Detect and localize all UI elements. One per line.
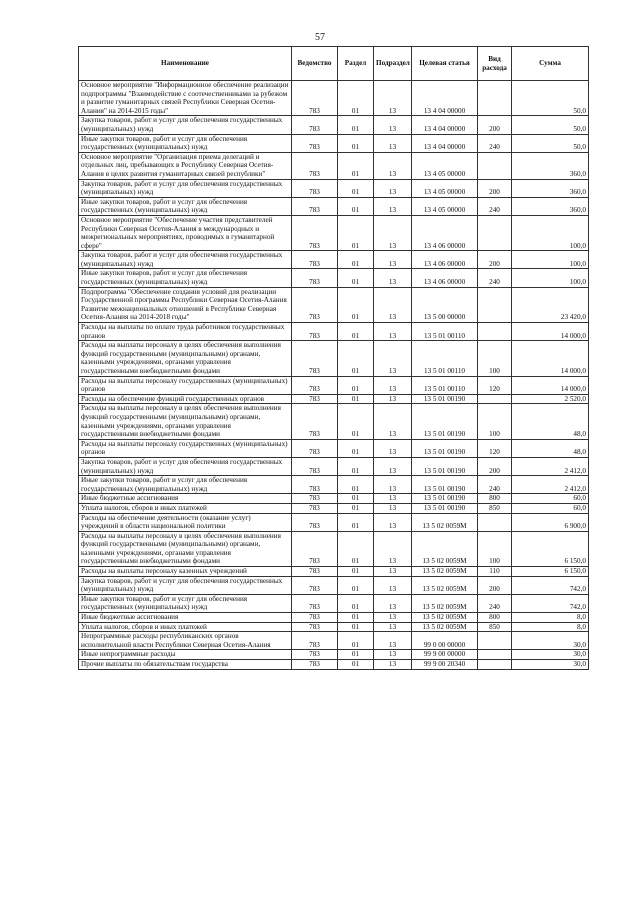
cell-name: Расходы на обеспечение деятельности (оказание услуг) учреждений в области национальной политики [79, 513, 292, 531]
cell-sum: 30,0 [512, 650, 589, 660]
cell-section: 01 [338, 251, 374, 269]
cell-subsection: 13 [374, 251, 412, 269]
cell-subsection: 13 [374, 567, 412, 577]
cell-sum: 60,0 [512, 503, 589, 513]
cell-subsection: 13 [374, 215, 412, 250]
cell-target: 13 5 02 0059M [412, 576, 478, 594]
table-row [79, 594, 589, 612]
cell-subsection: 13 [374, 179, 412, 197]
cell-section: 01 [338, 341, 374, 376]
table-row [79, 341, 589, 376]
table-row [79, 215, 589, 250]
cell-name: Иные закупки товаров, работ и услуг для обеспечения государственных (муниципальных) нужд [79, 476, 292, 494]
table-row [79, 116, 589, 134]
cell-dept: 783 [292, 152, 338, 179]
cell-sum: 6 150,0 [512, 567, 589, 577]
cell-name: Расходы на выплаты персоналу государственных (муниципальных) органов [79, 439, 292, 457]
cell-target: 13 4 04 00000 [412, 81, 478, 116]
cell-subsection: 13 [374, 660, 412, 670]
cell-dept: 783 [292, 622, 338, 632]
cell-sum: 50,0 [512, 116, 589, 134]
table-row [79, 251, 589, 269]
cell-target: 13 4 06 00000 [412, 269, 478, 287]
cell-name: Закупка товаров, работ и услуг для обеспечения государственных (муниципальных) нужд [79, 251, 292, 269]
cell-section: 01 [338, 494, 374, 504]
budget-table [78, 46, 589, 670]
cell-sum: 14 000,0 [512, 323, 589, 341]
cell-name: Иные закупки товаров, работ и услуг для обеспечения государственных (муниципальных) нужд [79, 134, 292, 152]
cell-name: Расходы на выплаты персоналу в целях обеспечения выполнения функций государственными (муниципальными) органами, казенными учреждениями, органами управления государственными внебюджетными фондами [79, 341, 292, 376]
cell-target: 13 5 01 00110 [412, 323, 478, 341]
cell-exp-type [478, 660, 512, 670]
cell-section: 01 [338, 269, 374, 287]
cell-target: 13 5 01 00190 [412, 476, 478, 494]
cell-section: 01 [338, 476, 374, 494]
cell-exp-type: 100 [478, 341, 512, 376]
cell-dept: 783 [292, 476, 338, 494]
table-row [79, 531, 589, 566]
cell-section: 01 [338, 513, 374, 531]
table-body [79, 81, 589, 670]
cell-dept: 783 [292, 197, 338, 215]
cell-section: 01 [338, 650, 374, 660]
cell-dept: 783 [292, 457, 338, 475]
cell-name: Уплата налогов, сборов и иных платежей [79, 503, 292, 513]
header-dept: Ведомство [292, 47, 338, 81]
cell-name: Иные бюджетные ассигнования [79, 494, 292, 504]
cell-dept: 783 [292, 439, 338, 457]
cell-section: 01 [338, 576, 374, 594]
cell-section: 01 [338, 567, 374, 577]
cell-dept: 783 [292, 503, 338, 513]
cell-dept: 783 [292, 116, 338, 134]
table-row [79, 513, 589, 531]
cell-target: 13 5 01 00190 [412, 404, 478, 439]
table-row [79, 376, 589, 394]
cell-dept: 783 [292, 179, 338, 197]
cell-sum: 48,0 [512, 404, 589, 439]
cell-sum: 360,0 [512, 197, 589, 215]
cell-name: Основное мероприятие "Информационное обеспечение реализации подпрограммы "Взаимодействие с соотечественниками за рубежом и развитие гуманитарных связей Республики Северная Осетия-Алания" на 2014-2015 годы" [79, 81, 292, 116]
cell-exp-type: 800 [478, 613, 512, 623]
cell-dept: 783 [292, 269, 338, 287]
cell-target: 99 9 00 00000 [412, 650, 478, 660]
cell-subsection: 13 [374, 650, 412, 660]
cell-target: 13 4 06 00000 [412, 251, 478, 269]
cell-exp-type [478, 632, 512, 650]
cell-exp-type: 240 [478, 594, 512, 612]
cell-sum: 100,0 [512, 215, 589, 250]
cell-subsection: 13 [374, 152, 412, 179]
cell-dept: 783 [292, 594, 338, 612]
header-name: Наименование [79, 47, 292, 81]
cell-exp-type: 200 [478, 457, 512, 475]
table-row [79, 152, 589, 179]
cell-exp-type: 240 [478, 134, 512, 152]
cell-section: 01 [338, 594, 374, 612]
table-row [79, 404, 589, 439]
cell-exp-type: 850 [478, 503, 512, 513]
cell-target: 13 5 02 0059M [412, 622, 478, 632]
cell-target: 13 5 02 0059M [412, 594, 478, 612]
header-sum: Сумма [512, 47, 589, 81]
cell-subsection: 13 [374, 81, 412, 116]
cell-name: Иные закупки товаров, работ и услуг для обеспечения государственных (муниципальных) нужд [79, 594, 292, 612]
cell-name: Уплата налогов, сборов и иных платежей [79, 622, 292, 632]
cell-exp-type [478, 394, 512, 404]
cell-sum: 742,0 [512, 576, 589, 594]
cell-exp-type: 240 [478, 476, 512, 494]
cell-subsection: 13 [374, 531, 412, 566]
page-number: 57 [315, 32, 325, 43]
cell-name: Основное мероприятие "Обеспечение участия представителей Республики Северная Осетия-Алания в международных и межрегиональных мероприятиях, проводимых в гуманитарной сфере" [79, 215, 292, 250]
cell-dept: 783 [292, 376, 338, 394]
cell-sum: 8,0 [512, 622, 589, 632]
cell-target: 13 5 00 00000 [412, 287, 478, 322]
cell-exp-type: 100 [478, 404, 512, 439]
header-target: Целевая статья [412, 47, 478, 81]
cell-subsection: 13 [374, 439, 412, 457]
cell-name: Расходы на выплаты персоналу казенных учреждений [79, 567, 292, 577]
cell-section: 01 [338, 503, 374, 513]
cell-section: 01 [338, 622, 374, 632]
cell-name: Основное мероприятие "Организация приема делегаций и отдельных лиц, пребывающих в Республику Северная Осетия-Алания в целях развития гуманитарных связей республики" [79, 152, 292, 179]
table-row [79, 179, 589, 197]
cell-sum: 2 412,0 [512, 457, 589, 475]
table-row [79, 394, 589, 404]
cell-sum: 100,0 [512, 269, 589, 287]
cell-subsection: 13 [374, 287, 412, 322]
cell-name: Иные закупки товаров, работ и услуг для обеспечения государственных (муниципальных) нужд [79, 269, 292, 287]
cell-subsection: 13 [374, 632, 412, 650]
cell-subsection: 13 [374, 404, 412, 439]
cell-section: 01 [338, 394, 374, 404]
cell-target: 13 5 01 00190 [412, 457, 478, 475]
cell-name: Расходы на выплаты персоналу в целях обеспечения выполнения функций государственными (муниципальными) органами, казенными учреждениями, органами управления государственными внебюджетными фондами [79, 531, 292, 566]
cell-dept: 783 [292, 660, 338, 670]
table-row [79, 134, 589, 152]
cell-target: 13 4 06 00000 [412, 215, 478, 250]
cell-dept: 783 [292, 394, 338, 404]
cell-sum: 6 900,0 [512, 513, 589, 531]
cell-dept: 783 [292, 531, 338, 566]
table-row [79, 503, 589, 513]
table-row [79, 81, 589, 116]
cell-dept: 783 [292, 215, 338, 250]
cell-sum: 14 000,0 [512, 376, 589, 394]
cell-subsection: 13 [374, 622, 412, 632]
cell-dept: 783 [292, 323, 338, 341]
cell-subsection: 13 [374, 269, 412, 287]
cell-section: 01 [338, 457, 374, 475]
cell-subsection: 13 [374, 197, 412, 215]
cell-section: 01 [338, 81, 374, 116]
cell-subsection: 13 [374, 503, 412, 513]
cell-target: 99 9 00 20340 [412, 660, 478, 670]
cell-sum: 50,0 [512, 134, 589, 152]
cell-sum: 30,0 [512, 632, 589, 650]
cell-section: 01 [338, 376, 374, 394]
header-subsection: Подраздел [374, 47, 412, 81]
table-row [79, 287, 589, 322]
table-row [79, 457, 589, 475]
cell-sum: 23 420,0 [512, 287, 589, 322]
cell-target: 13 5 01 00110 [412, 341, 478, 376]
cell-target: 13 4 05 00000 [412, 197, 478, 215]
cell-subsection: 13 [374, 613, 412, 623]
cell-target: 13 4 05 00000 [412, 152, 478, 179]
cell-dept: 783 [292, 287, 338, 322]
cell-name: Расходы на выплаты по оплате труда работников государственных органов [79, 323, 292, 341]
cell-name: Расходы на выплаты персоналу государственных (муниципальных) органов [79, 376, 292, 394]
cell-name: Иные бюджетные ассигнования [79, 613, 292, 623]
cell-section: 01 [338, 116, 374, 134]
cell-section: 01 [338, 152, 374, 179]
cell-dept: 783 [292, 576, 338, 594]
cell-section: 01 [338, 287, 374, 322]
cell-subsection: 13 [374, 323, 412, 341]
cell-subsection: 13 [374, 376, 412, 394]
cell-exp-type [478, 81, 512, 116]
cell-exp-type: 120 [478, 376, 512, 394]
header-exp-type: Вид расхода [478, 47, 512, 81]
cell-exp-type: 100 [478, 531, 512, 566]
table-row [79, 632, 589, 650]
cell-sum: 100,0 [512, 251, 589, 269]
cell-name: Иные непрограммные расходы [79, 650, 292, 660]
cell-dept: 783 [292, 251, 338, 269]
cell-dept: 783 [292, 513, 338, 531]
cell-section: 01 [338, 632, 374, 650]
cell-sum: 30,0 [512, 660, 589, 670]
cell-dept: 783 [292, 134, 338, 152]
header-section: Раздел [338, 47, 374, 81]
cell-name: Закупка товаров, работ и услуг для обеспечения государственных (муниципальных) нужд [79, 116, 292, 134]
cell-subsection: 13 [374, 476, 412, 494]
cell-exp-type: 200 [478, 576, 512, 594]
table-row [79, 197, 589, 215]
table-row [79, 576, 589, 594]
cell-sum: 50,0 [512, 81, 589, 116]
cell-dept: 783 [292, 650, 338, 660]
cell-section: 01 [338, 215, 374, 250]
table-row [79, 613, 589, 623]
cell-sum: 48,0 [512, 439, 589, 457]
cell-name: Подпрограмма "Обеспечение создания условий для реализации Государственной программы Республики Северная Осетия-Алания Развитие межнациональных отношений в Республике Северная Осетия-Алания на 2014-2018 годы" [79, 287, 292, 322]
cell-dept: 783 [292, 494, 338, 504]
cell-name: Расходы на выплаты персоналу в целях обеспечения выполнения функций государственными (муниципальными) органами, казенными учреждениями, органами управления государственными внебюджетными фондами [79, 404, 292, 439]
cell-dept: 783 [292, 567, 338, 577]
cell-exp-type: 200 [478, 179, 512, 197]
cell-dept: 783 [292, 81, 338, 116]
cell-sum: 360,0 [512, 179, 589, 197]
header-row [79, 47, 589, 81]
table-row [79, 269, 589, 287]
cell-target: 13 5 01 00190 [412, 494, 478, 504]
cell-exp-type: 800 [478, 494, 512, 504]
cell-subsection: 13 [374, 576, 412, 594]
cell-section: 01 [338, 404, 374, 439]
cell-target: 13 5 02 0059M [412, 531, 478, 566]
cell-target: 13 4 05 00000 [412, 179, 478, 197]
cell-exp-type: 850 [478, 622, 512, 632]
cell-section: 01 [338, 323, 374, 341]
cell-target: 13 5 01 00110 [412, 376, 478, 394]
cell-section: 01 [338, 179, 374, 197]
cell-name: Прочие выплаты по обязательствам государства [79, 660, 292, 670]
cell-subsection: 13 [374, 457, 412, 475]
cell-name: Закупка товаров, работ и услуг для обеспечения государственных (муниципальных) нужд [79, 457, 292, 475]
table-row [79, 650, 589, 660]
cell-sum: 8,0 [512, 613, 589, 623]
table-row [79, 476, 589, 494]
cell-name: Иные закупки товаров, работ и услуг для обеспечения государственных (муниципальных) нужд [79, 197, 292, 215]
cell-exp-type [478, 650, 512, 660]
cell-section: 01 [338, 531, 374, 566]
cell-sum: 2 412,0 [512, 476, 589, 494]
cell-subsection: 13 [374, 494, 412, 504]
cell-target: 13 4 04 00000 [412, 134, 478, 152]
cell-exp-type [478, 152, 512, 179]
cell-target: 13 4 04 00000 [412, 116, 478, 134]
table-row [79, 567, 589, 577]
cell-name: Непрограммные расходы республиканских органов исполнительной власти Республики Северная Осетия-Алания [79, 632, 292, 650]
cell-target: 13 5 01 00190 [412, 439, 478, 457]
cell-subsection: 13 [374, 116, 412, 134]
cell-name: Расходы на обеспечение функций государственных органов [79, 394, 292, 404]
cell-exp-type: 110 [478, 567, 512, 577]
cell-section: 01 [338, 197, 374, 215]
cell-dept: 783 [292, 632, 338, 650]
cell-exp-type: 240 [478, 269, 512, 287]
cell-exp-type: 240 [478, 197, 512, 215]
table-row [79, 494, 589, 504]
cell-section: 01 [338, 613, 374, 623]
cell-target: 99 0 00 00000 [412, 632, 478, 650]
cell-exp-type: 200 [478, 116, 512, 134]
cell-exp-type [478, 215, 512, 250]
cell-subsection: 13 [374, 513, 412, 531]
table-row [79, 323, 589, 341]
cell-subsection: 13 [374, 394, 412, 404]
cell-target: 13 5 02 0059M [412, 613, 478, 623]
cell-section: 01 [338, 439, 374, 457]
cell-exp-type: 120 [478, 439, 512, 457]
cell-exp-type [478, 513, 512, 531]
cell-exp-type [478, 287, 512, 322]
cell-name: Закупка товаров, работ и услуг для обеспечения государственных (муниципальных) нужд [79, 179, 292, 197]
cell-target: 13 5 01 00190 [412, 394, 478, 404]
cell-target: 13 5 02 0059M [412, 567, 478, 577]
cell-dept: 783 [292, 613, 338, 623]
table-row [79, 660, 589, 670]
table-row [79, 439, 589, 457]
cell-dept: 783 [292, 341, 338, 376]
cell-sum: 14 000,0 [512, 341, 589, 376]
cell-sum: 742,0 [512, 594, 589, 612]
cell-sum: 2 520,0 [512, 394, 589, 404]
cell-target: 13 5 01 00190 [412, 503, 478, 513]
cell-sum: 360,0 [512, 152, 589, 179]
cell-name: Закупка товаров, работ и услуг для обеспечения государственных (муниципальных) нужд [79, 576, 292, 594]
cell-exp-type [478, 323, 512, 341]
cell-subsection: 13 [374, 594, 412, 612]
cell-subsection: 13 [374, 134, 412, 152]
cell-exp-type: 200 [478, 251, 512, 269]
cell-target: 13 5 02 0059M [412, 513, 478, 531]
cell-subsection: 13 [374, 341, 412, 376]
cell-sum: 60,0 [512, 494, 589, 504]
cell-sum: 6 150,0 [512, 531, 589, 566]
table-row [79, 622, 589, 632]
cell-section: 01 [338, 134, 374, 152]
cell-dept: 783 [292, 404, 338, 439]
cell-section: 01 [338, 660, 374, 670]
